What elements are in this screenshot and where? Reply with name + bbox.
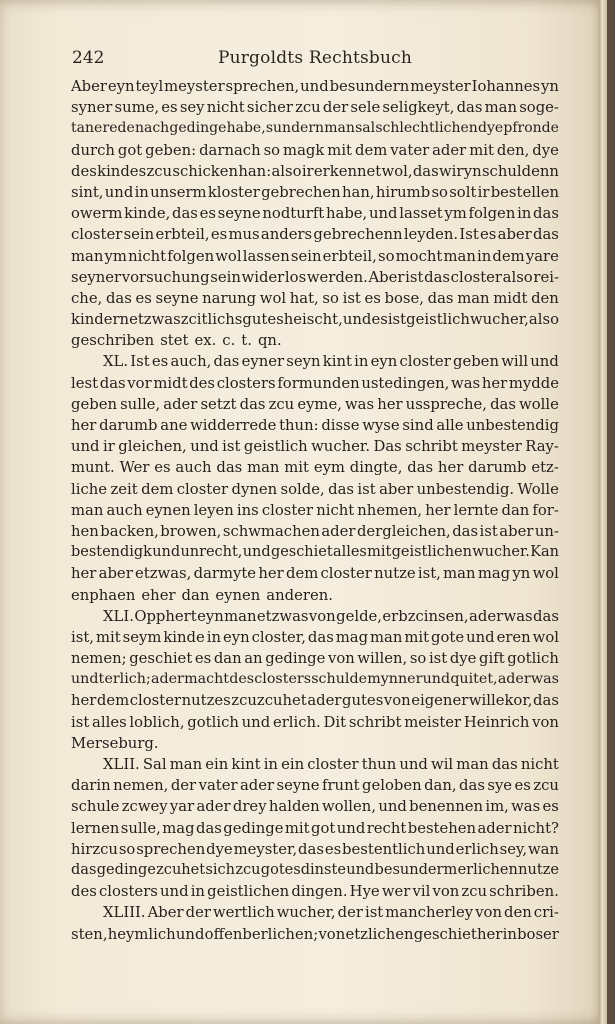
text-line: undt erlich; ader macht des closters schulde mynner und quitet, ader was (71, 671, 559, 688)
text-line: durch got geben: darnach so magk mit dem vater ader mit den, dye (71, 141, 559, 159)
text-line: her aber etzwas, darmyte her dem closter nutze ist, man mag yn wol (71, 565, 559, 583)
text-line: munt. Wer es auch das man mit eym dingte, das her darumb etz- (71, 459, 559, 477)
text-line: sint, und in unserm kloster gebrechen han, hirumb so solt ir bestellen (71, 183, 559, 201)
text-line: Merseburg. (71, 734, 159, 752)
text-line: kindern etzwas zcitlichs gutes heischt, und es ist geistlich wucher, also (71, 311, 559, 329)
text-line: XLI. Opphert eyn man etzwas von gelde, erbzcinsen, ader was das (103, 607, 559, 625)
text-line: her dem closter nutzes zcuzcuhet ader gutes von eigener willekor, das (71, 692, 559, 710)
text-line: seyner vorsuchung sein wider los werden. Aber ist das closter also rei- (71, 268, 559, 286)
text-line: des closters und in geistlichen dingen. Hye wer vil von zcu schriben. (71, 883, 559, 901)
text-line: enphaen eher dan eynen anderen. (71, 586, 333, 604)
text-line: syner sume, es sey nicht sicher zcu der sele seligkeyt, das man soge- (71, 99, 559, 117)
text-line: tane rede nach gedinge habe, sundern man sal schlechtlichen dye pfronde (71, 120, 559, 137)
text-line: closter sein erbteil, es mus anders gebrechenn leyden. Ist es aber das (71, 226, 559, 244)
running-title: Purgoldts Rechtsbuch (217, 48, 413, 68)
text-line: und ir gleichen, und ist geistlich wucher. Das schribt meyster Ray- (71, 438, 559, 456)
text-line: man ym nicht folgen wol lassen sein erbteil, so mocht man in dem yare (71, 247, 559, 265)
text-line: sten, heymlich und offenberlichen; von etzlichen geschiet her in boser (71, 925, 559, 943)
text-line: her darumb ane widderrede thun: disse wyse sind alle unbestendig (71, 417, 559, 434)
text-line: man auch eynen leyen ins closter nicht nhemen, her lernte dan for- (71, 501, 559, 519)
text-line: nemen; geschiet es dan an gedinge von willen, so ist dye gift gotlich (71, 650, 559, 668)
text-line: liche zeit dem closter dynen solde, das ist aber unbestendig. Wolle (71, 480, 559, 498)
text-line: ist alles loblich, gotlich und erlich. Dit schribt meister Heinrich von (71, 713, 559, 731)
text-line: Aber eyn teyl meyster sprechen, und besundern meyster Iohannes yn (71, 78, 559, 95)
running-header (72, 48, 558, 74)
text-line: geschriben stet ex. c. t. qn. (71, 332, 282, 350)
text-line: schule zcwey yar ader drey halden wollen, und benennen im, was es (71, 798, 559, 816)
text-line: XL. Ist es auch, das eyner seyn kint in eyn closter geben will und (103, 353, 559, 371)
text-line: darin nemen, der vater ader seyne frunt geloben dan, das sye es zcu (71, 777, 559, 795)
text-line: XLIII. Aber der wertlich wucher, der ist mancherley von den cri- (103, 904, 559, 922)
text-line: lernen sulle, mag das gedinge mit got und recht bestehen ader nicht? (71, 819, 559, 837)
text-line: des kindes zcu schicken han: also ir erkennet wol, das wir yn schuldenn (71, 162, 559, 180)
text-line: geben sulle, ader setzt das zcu eyme, was her usspreche, das wolle (71, 395, 559, 413)
text-line: bestendigk und unrecht, und geschiet alles mit geistlichen wucher. Kan (71, 544, 559, 561)
text-line: XLII. Sal man ein kint in ein closter thun und wil man das nicht (103, 756, 559, 773)
text-line: che, das es seyne narung wol hat, so ist es bose, das man midt den (71, 289, 559, 307)
text-line: ist, mit seym kinde in eyn closter, das mag man mit gote und eren wol (71, 628, 559, 646)
text-line: das gedinge zcuhet sich zcu gotesdinste und besunderm erlichen nutze (71, 861, 559, 878)
text-line: lest das vor midt des closters formunden ustedingen, was her mydde (71, 374, 559, 392)
page-number: 242 (72, 48, 105, 68)
body-text (71, 76, 559, 945)
text-line: owerm kinde, das es seyne nodturft habe, und lasset ym folgen in das (71, 205, 559, 223)
text-line: hen backen, browen, schwmachen ader dergleichen, das ist aber un- (71, 522, 559, 540)
text-line: hirzcu so sprechen dye meyster, das es bestentlich und erlich sey, wan (71, 840, 559, 858)
page-edge (599, 0, 607, 1024)
